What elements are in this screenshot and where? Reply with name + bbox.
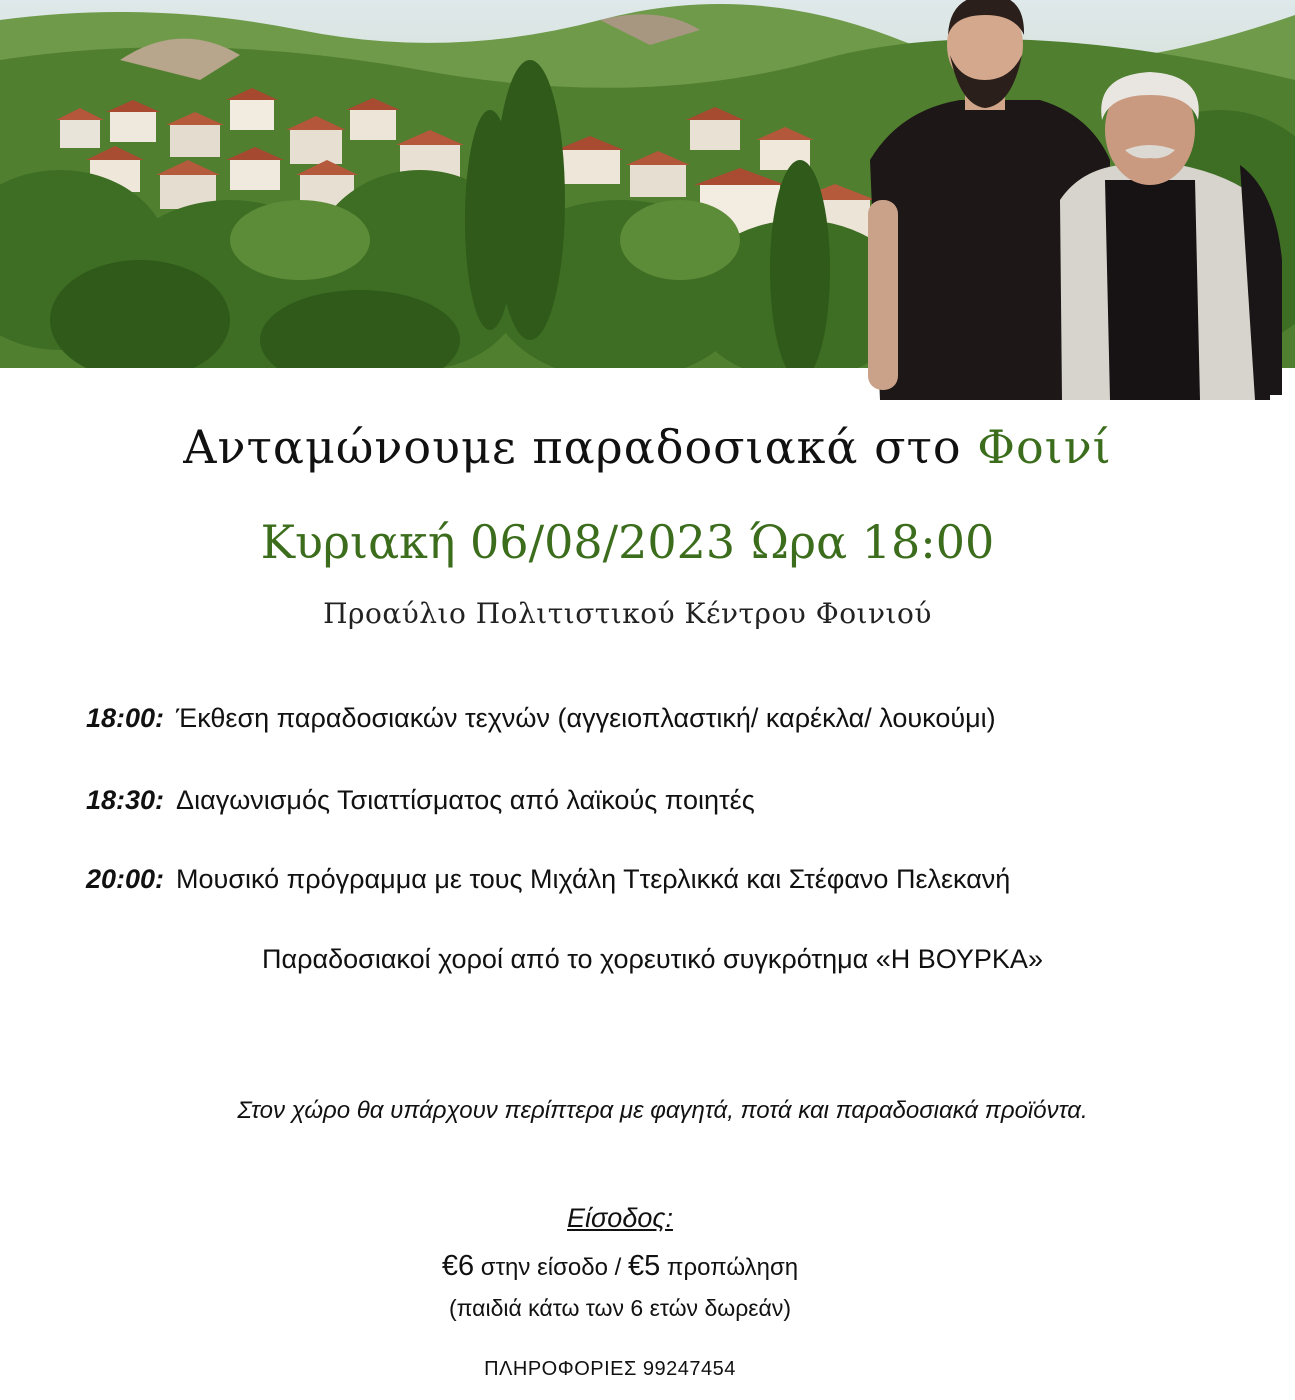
children-free-note: (παιδιά κάτω των 6 ετών δωρεάν) (448, 1295, 792, 1321)
program-time: 20:00: (86, 864, 165, 894)
price-door-text: στην είσοδο / (480, 1254, 622, 1281)
stalls-note: Στον χώρο θα υπάρχουν περίπτερα με φαγητά, ποτά και παραδοσιακά προϊόντα. (237, 1097, 1088, 1124)
title-main: Ανταμώνουμε παραδοσιακά στο (183, 420, 962, 474)
price-presale: €5 (627, 1250, 661, 1282)
title-village-name: Φοινί (977, 420, 1112, 474)
program-item (86, 703, 996, 734)
program-text: Έκθεση παραδοσιακών τεχνών (αγγειοπλαστική/ καρέκλα/ λουκούμι) (176, 703, 996, 733)
program-text: Διαγωνισμός Τσιαττίσματος από λαϊκούς ποιητές (176, 785, 755, 815)
dances-line: Παραδοσιακοί χοροί από το χορευτικό συγκρότημα «Η ΒΟΥΡΚΑ» (262, 944, 1043, 974)
program-text: Μουσικό πρόγραμμα με τους Μιχάλη Ττερλικκά και Στέφανο Πελεκανή (176, 864, 1011, 894)
entry-label: Είσοδος: (567, 1203, 673, 1233)
event-title (0, 420, 1295, 474)
price-presale-text: προπώληση (666, 1254, 799, 1281)
entry-prices (0, 1250, 1240, 1283)
entry-heading (0, 1203, 1240, 1234)
program-time: 18:30: (86, 785, 165, 815)
event-venue: Προαύλιο Πολιτιστικού Κέντρου Φοινιού (323, 597, 932, 630)
program-item (86, 864, 1010, 895)
village-landscape-illustration (0, 0, 1295, 400)
hero-image (0, 0, 1295, 400)
program-item (86, 785, 755, 816)
program-time: 18:00: (86, 703, 165, 733)
event-datetime: Κυριακή 06/08/2023 Ώρα 18:00 (260, 515, 995, 569)
price-door: €6 (441, 1250, 475, 1282)
info-phone: ΠΛΗΡΟΦΟΡΙΕΣ 99247454 (484, 1358, 736, 1380)
